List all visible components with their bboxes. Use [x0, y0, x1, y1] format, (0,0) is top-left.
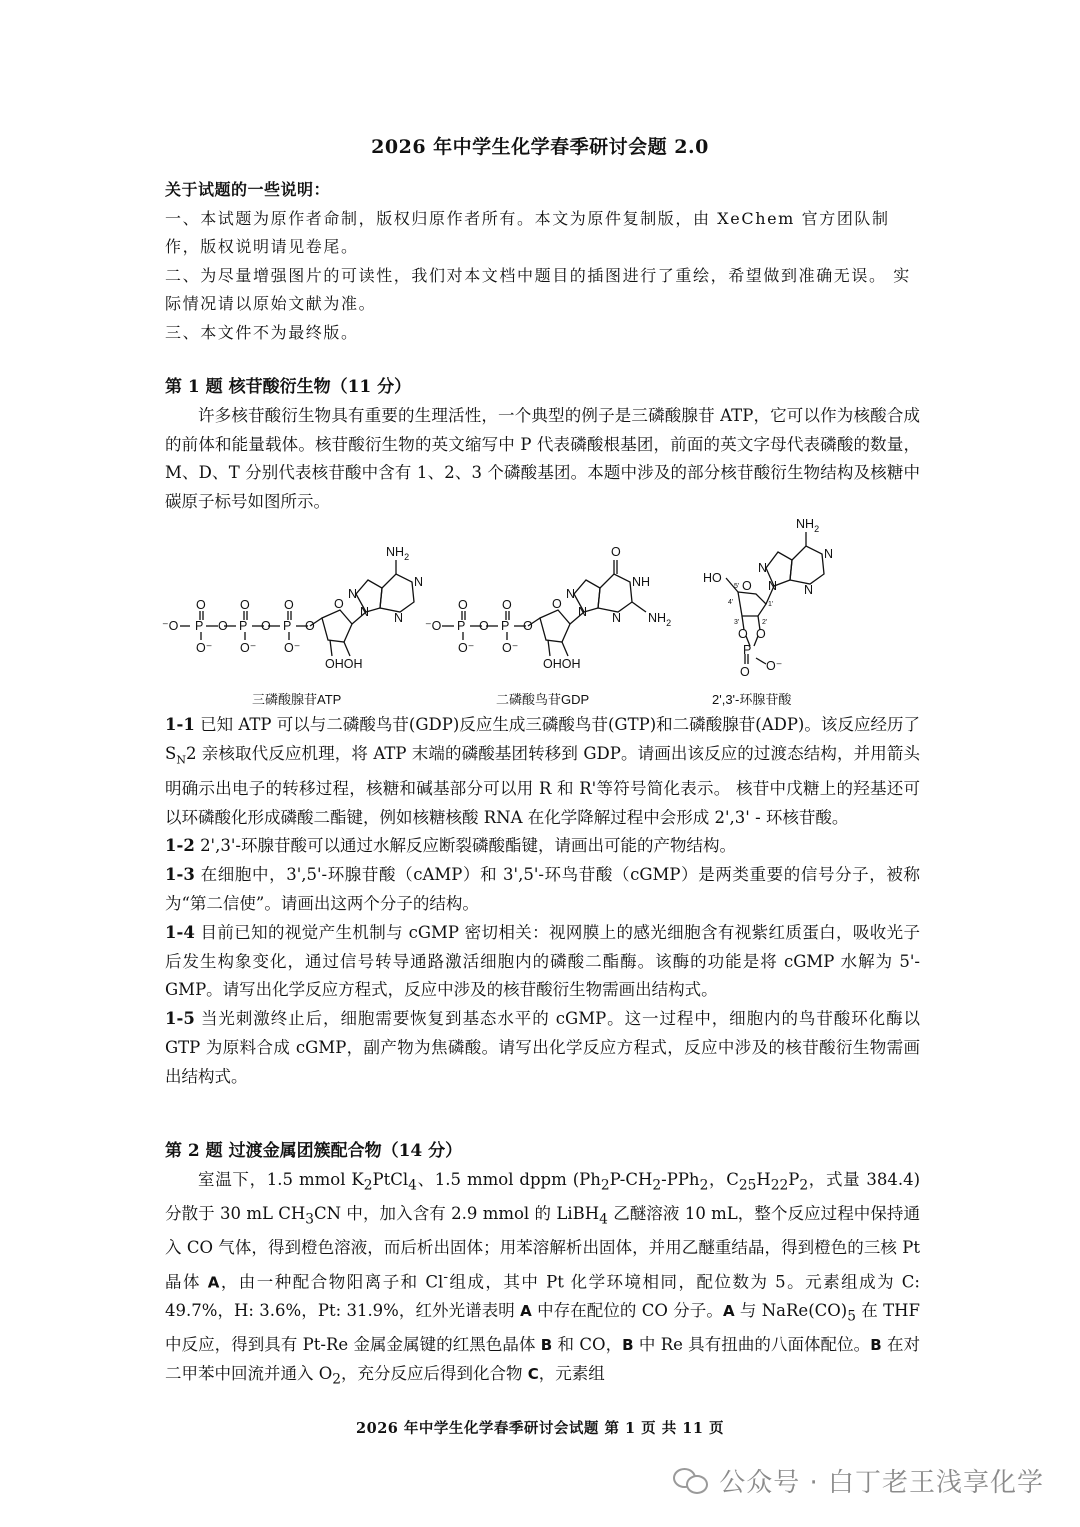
atp-o-bridge-1: O — [218, 619, 228, 633]
atp-n7: N — [348, 587, 358, 601]
q1-3: 1-3 在细胞中，3',5'-环腺苷酸（cAMP）和 3',5'-环鸟苷酸（cGMP）是两类重要的信号分子，被称为“第二信使”。请画出这两个分子的结构。 — [165, 865, 921, 914]
camp-o3: O — [738, 627, 748, 641]
gdp-o-bridge-2: O — [523, 619, 533, 633]
notes-block — [165, 176, 920, 347]
watermark — [671, 1460, 1044, 1500]
camp-c2: 2' — [762, 619, 768, 626]
wechat-icon — [671, 1464, 709, 1496]
gdp-ring-o: O — [552, 597, 562, 611]
gdp-o-top-1: O — [458, 598, 468, 612]
q2-heading: 第 2 题 过渡金属团簇配合物（14 分） — [165, 1141, 463, 1161]
camp-nh2: $NH_2$ — [796, 517, 820, 534]
camp-n1: N — [824, 547, 834, 561]
nucleotide-structures-figure — [160, 512, 920, 712]
atp-p3: P — [283, 619, 292, 633]
atp-p2: P — [239, 619, 248, 633]
gdp-carbonyl-o: O — [611, 545, 621, 559]
atp-o-top-3: O — [284, 598, 294, 612]
q1-1-number: 1-1 — [165, 715, 195, 734]
atp-n9: N — [360, 605, 370, 619]
page-title: 2026 年中学生化学春季研讨会题 2.0 — [371, 136, 709, 158]
q1-intro-block — [165, 373, 920, 517]
q1-intro: 许多核苷酸衍生物具有重要的生理活性，一个典型的例子是三磷酸腺苷 ATP，它可以作为核酸合成的前体和能量载体。核苷酸衍生物的英文缩写中 P 代表磷酸根基团，前面的英文字母代表磷酸的数量，M、D、T 分别代表核苷酸中含有 1、2、3 个磷酸基团。本题中涉及的部分核苷酸衍生物结构及核糖中碳原子标号如图所示。 — [165, 405, 920, 512]
atp-p1: P — [195, 619, 204, 633]
camp-c4: 4' — [728, 599, 734, 606]
camp-p: P — [743, 643, 752, 657]
atp-ohoh: OHOH — [325, 657, 363, 671]
notes-item-1: 一、本试题为原作者命制，版权归原作者所有。本文为原件复制版，由 XeChem 官方团队制作，版权说明请见卷尾。 — [165, 208, 890, 256]
q1-2: 1-2 2',3'-环腺苷酸可以通过水解反应断裂磷酸酯键，请画出可能的产物结构。 — [165, 836, 736, 856]
camp-c1: 1' — [768, 601, 774, 608]
atp-nh2: $NH_2$ — [386, 545, 410, 562]
atp-n3: N — [394, 611, 404, 625]
q2-block — [165, 1137, 920, 1394]
compound-a: A — [207, 1273, 220, 1292]
gdp-o-minus-1: O⁻ — [458, 641, 475, 655]
q2-text: 室温下，1.5 mmol $K_2PtCl_4$、1.5 mmol dppm ($Ph_2P-CH_2-PPh_2$，$C_{25}H_{22}P_2$，式量 384.4)分散于 30 mL $CH_3CN$ 中，加入含有 2.9 mmol 的 LiBH$_4$ 乙醚溶液 10 mL，整个反应过程中保持通入 CO 气体，得到橙色溶液，而后析出固体；用苯溶解析出固体，并用乙醚重结晶，得到橙色的三核 Pt 晶体 A，由一种配合物阳离子和 Cl-组成，其中 Pt 化学环境相同，配位数为 5。元素组成为 C: 49.7%，H: 3.6%，Pt: 31.9%，红外光谱表明 A 中存在配位的 CO 分子。A 与 $NaRe(CO)_5$ 在 THF 中反应，得到具有 Pt-Re 金属金属键的红黑色晶体 B 和 CO，B 中 Re 具有扭曲的八面体配位。B 在对二甲苯中回流并通入 $O_2$，充分反应后得到化合物 C，元素组 — [165, 1169, 921, 1388]
gdp-ohoh: OHOH — [543, 657, 581, 671]
gdp-o-minus-2: O⁻ — [502, 641, 519, 655]
compound-b: B — [540, 1336, 553, 1355]
camp-caption: 2',3'-环腺苷酸 — [712, 692, 792, 707]
page-footer: 2026 年中学生化学春季研讨会试题 第 1 页 共 11 页 — [356, 1420, 724, 1437]
q1-4-number: 1-4 — [165, 922, 195, 942]
q1-1: 1-1 已知 ATP 可以与二磷酸鸟苷(GDP)反应生成三磷酸鸟苷(GTP)和二磷酸腺苷(ADP)。该反应经历了 $S_N2$ 亲核取代反应机理，将 ATP 末端的磷酸基团转移到 GDP。请画出该反应的过渡态结构，并用箭头明确示出电子的转移过程，核糖和碱基部分可以用 R 和 R'等符号简化表示。 核苷中戊糖上的羟基还可以环磷酸化形成磷酸二酯键，例如核糖核酸 RNA 在化学降解过程中会形成 2',3' - 环核苷酸。 — [165, 715, 920, 827]
q1-heading: 第 1 题 核苷酸衍生物（11 分） — [165, 377, 412, 397]
camp-n7: N — [758, 561, 768, 575]
gdp-n3: N — [612, 611, 622, 625]
atp-o-top-2: O — [240, 598, 250, 612]
gdp-p2: P — [501, 619, 510, 633]
q1-5: 1-5 当光刺激终止后，细胞需要恢复到基态水平的 cGMP。这一过程中，细胞内的鸟苷酸环化酶以 GTP 为原料合成 cGMP，副产物为焦磷酸。请写出化学反应方程式，反应中涉及的核苷酸衍生物需画出结构式。 — [165, 1009, 920, 1086]
gdp-caption: 二磷酸鸟苷GDP — [496, 692, 590, 707]
notes-item-3: 三、本文件不为最终版。 — [165, 322, 359, 342]
compound-c: C — [527, 1364, 539, 1383]
atp-ring-o: O — [334, 597, 344, 611]
camp-ho: HO — [703, 571, 722, 585]
atp-o-minus-1: O⁻ — [196, 641, 213, 655]
gdp-n9: N — [578, 605, 588, 619]
atp-o-minus-3: O⁻ — [284, 641, 301, 655]
structures-svg — [160, 512, 920, 712]
atp-minus-o: ⁻O — [162, 619, 179, 633]
q1-3-number: 1-3 — [165, 865, 195, 885]
camp-o-double: O — [740, 665, 750, 679]
gdp-nh: NH — [632, 575, 651, 589]
watermark-text: 公众号 · 白丁老王浅享化学 — [719, 1467, 1044, 1498]
atp-o-minus-2: O⁻ — [240, 641, 257, 655]
gdp-minus-o: ⁻O — [425, 619, 442, 633]
atp-caption: 三磷酸腺苷ATP — [252, 692, 342, 707]
atp-o-bridge-3: O — [305, 619, 315, 633]
q1-5-number: 1-5 — [165, 1009, 195, 1029]
gdp-n7: N — [566, 587, 576, 601]
gdp-nh2: $NH_2$ — [648, 611, 672, 628]
q1-2-number: 1-2 — [165, 836, 195, 856]
camp-n9: N — [768, 579, 778, 593]
gdp-o-top-2: O — [502, 598, 512, 612]
camp-ring-o: O — [742, 579, 752, 593]
atp-o-top-1: O — [196, 598, 206, 612]
camp-o-minus: O⁻ — [766, 659, 783, 673]
notes-item-2: 二、为尽量增强图片的可读性，我们对本文档中题目的插图进行了重绘，希望做到准确无误。 实际情况请以原始文献为准。 — [165, 265, 911, 313]
q1-subquestions — [165, 711, 920, 1092]
q1-4: 1-4 目前已知的视觉产生机制与 cGMP 密切相关：视网膜上的感光细胞含有视紫红质蛋白，吸收光子后发生构象变化，通过信号转导通路激活细胞内的磷酸二酯酶。该酶的功能是将 cGMP 水解为 5'-GMP。请写出化学反应方程式，反应中涉及的核苷酸衍生物需画出结构式。 — [165, 922, 920, 1000]
camp-c5: 5' — [734, 583, 740, 590]
atp-n1: N — [414, 575, 424, 589]
notes-heading: 关于试题的一些说明： — [165, 180, 331, 199]
camp-n3: N — [804, 583, 814, 597]
camp-c3: 3' — [734, 619, 740, 626]
gdp-p1: P — [457, 619, 466, 633]
camp-o2: O — [756, 627, 766, 641]
atp-o-bridge-2: O — [261, 619, 271, 633]
gdp-o-bridge-1: O — [479, 619, 489, 633]
